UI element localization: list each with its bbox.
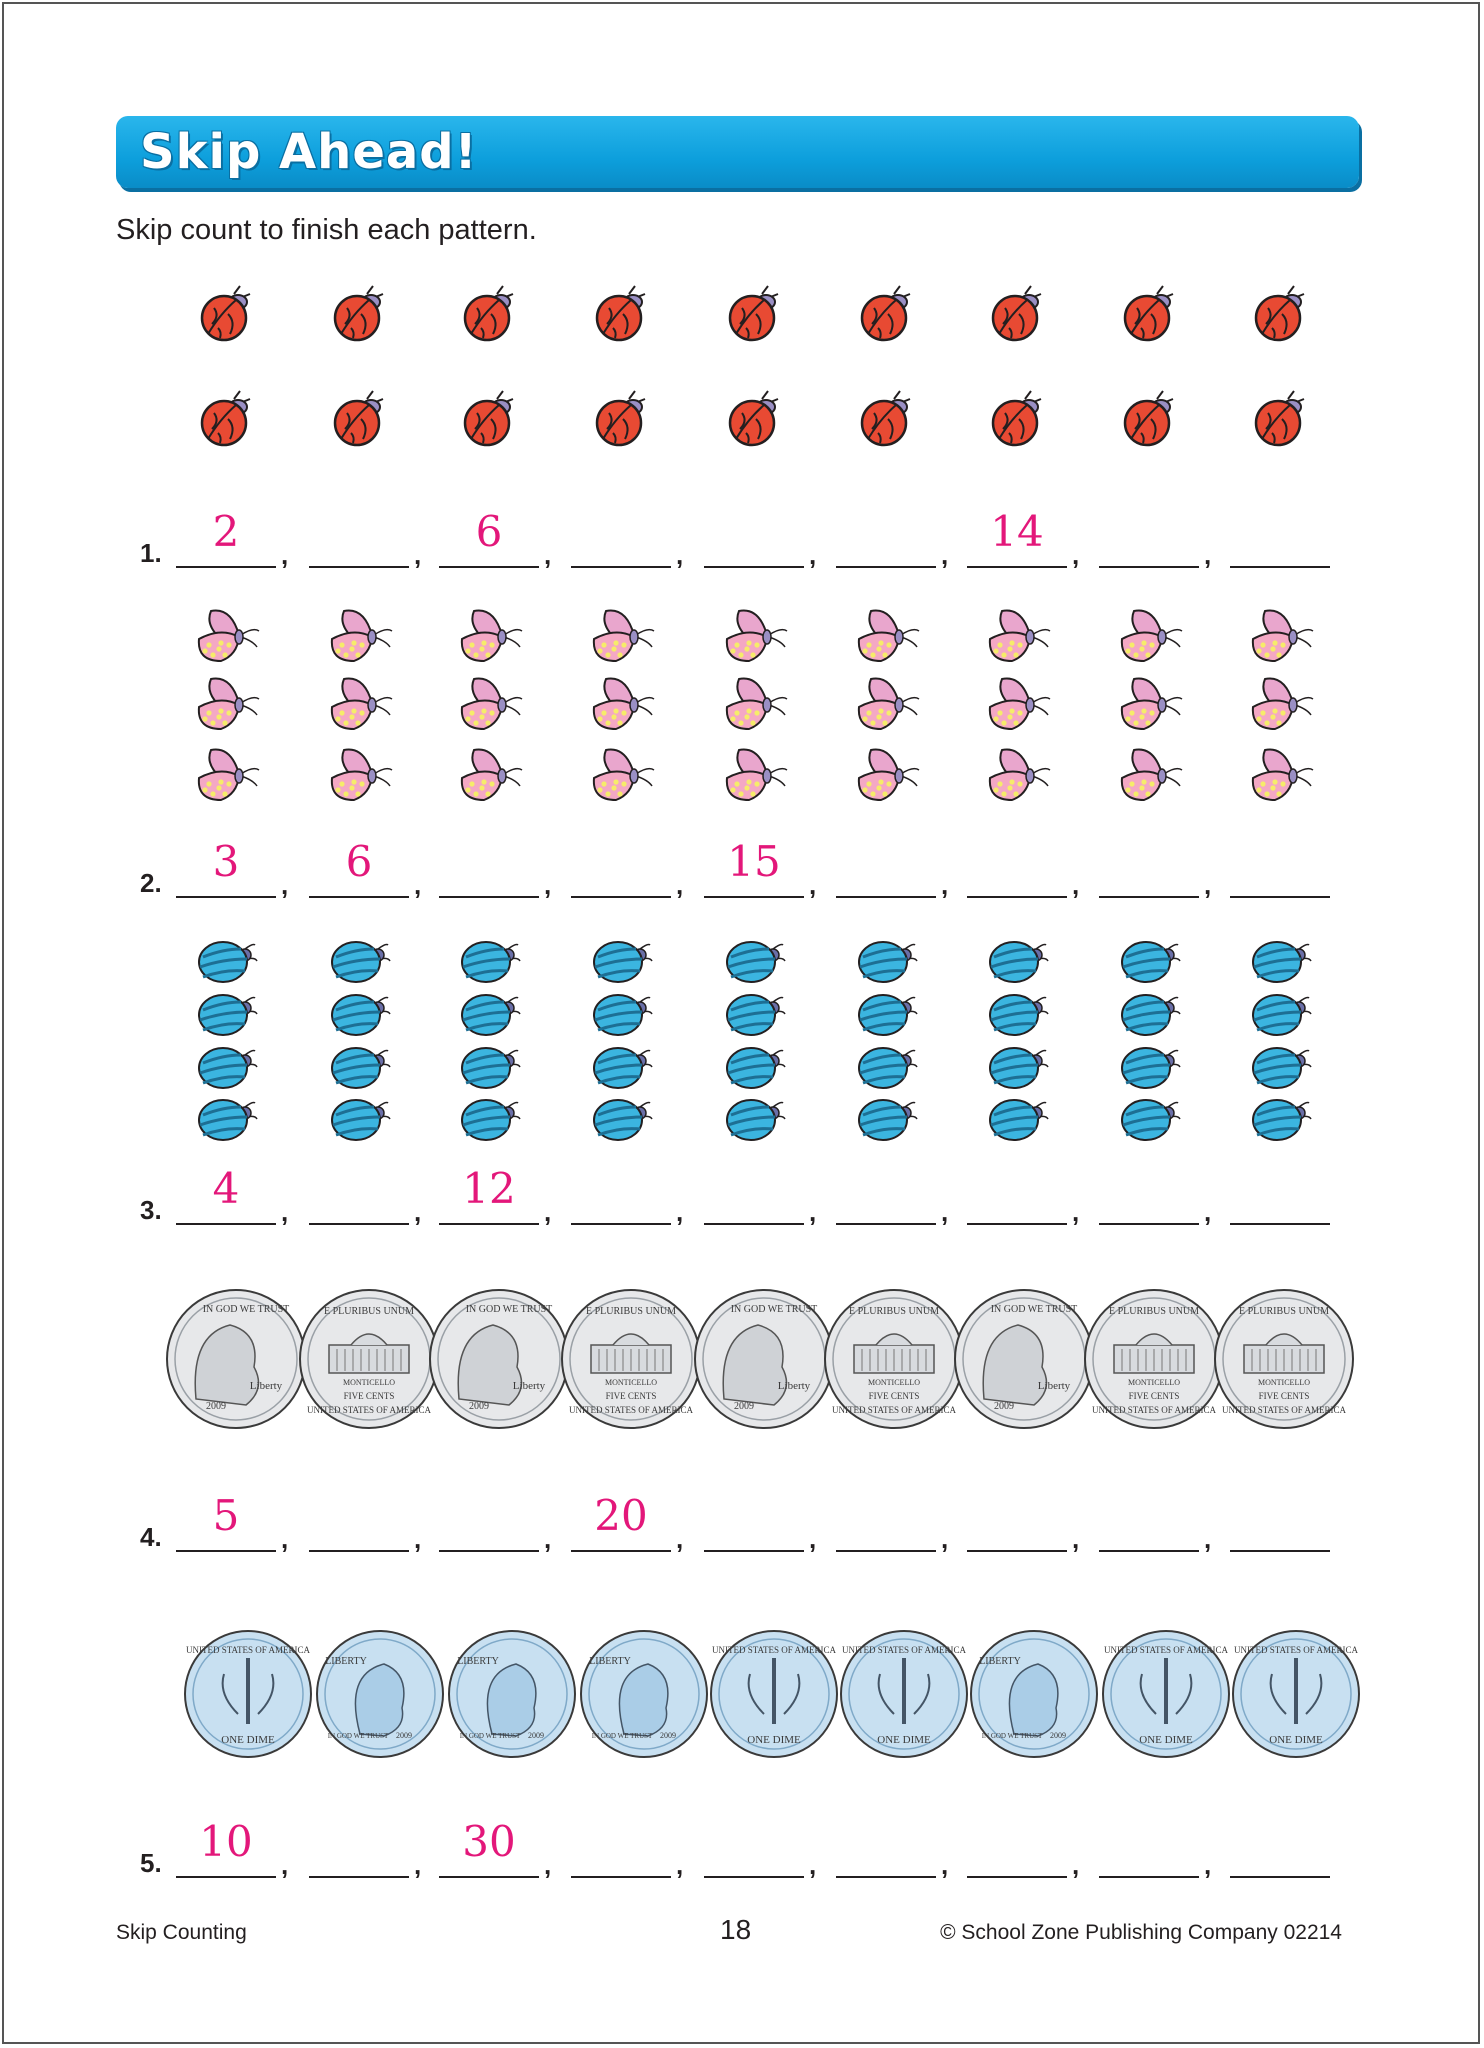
svg-text:IN GOD WE TRUST: IN GOD WE TRUST bbox=[327, 1732, 389, 1740]
butterfly-icon bbox=[719, 744, 789, 806]
answer-blank[interactable] bbox=[1099, 1161, 1199, 1225]
answer-blank[interactable] bbox=[1099, 1488, 1199, 1552]
butterfly-icon bbox=[719, 673, 789, 735]
butterfly-icon bbox=[324, 673, 394, 735]
svg-text:MONTICELLO: MONTICELLO bbox=[605, 1378, 657, 1387]
nickel-front-icon bbox=[165, 1288, 307, 1430]
blue-beetle-icon bbox=[1118, 1045, 1180, 1089]
butterfly-icon bbox=[586, 605, 656, 667]
problem-number: 1. bbox=[140, 538, 162, 568]
answer-blank[interactable] bbox=[967, 1488, 1067, 1552]
separator-comma: , bbox=[414, 1850, 422, 1880]
svg-text:UNITED STATES OF AMERICA: UNITED STATES OF AMERICA bbox=[711, 1645, 837, 1655]
butterfly-icon bbox=[851, 744, 921, 806]
blue-beetle-icon bbox=[855, 939, 917, 983]
blue-beetle-icon bbox=[458, 1045, 520, 1089]
svg-text:LIBERTY: LIBERTY bbox=[325, 1656, 367, 1667]
svg-text:Liberty: Liberty bbox=[1037, 1380, 1071, 1392]
page-title: Skip Ahead! bbox=[140, 124, 478, 180]
blue-beetle-icon bbox=[328, 1097, 390, 1141]
separator-comma: , bbox=[809, 1524, 817, 1554]
svg-text:IN GOD WE TRUST: IN GOD WE TRUST bbox=[465, 1304, 553, 1315]
blue-beetle-icon bbox=[458, 939, 520, 983]
answer-blank[interactable]: 6 bbox=[309, 834, 409, 898]
separator-comma: , bbox=[414, 1197, 422, 1227]
svg-text:E PLURIBUS UNUM: E PLURIBUS UNUM bbox=[585, 1306, 677, 1317]
svg-text:IN GOD WE TRUST: IN GOD WE TRUST bbox=[202, 1304, 290, 1315]
separator-comma: , bbox=[414, 540, 422, 570]
separator-comma: , bbox=[1072, 870, 1080, 900]
answer-blank[interactable] bbox=[1230, 834, 1330, 898]
svg-text:UNITED STATES OF AMERICA: UNITED STATES OF AMERICA bbox=[841, 1645, 967, 1655]
ladybug-icon bbox=[1250, 284, 1310, 344]
svg-text:E PLURIBUS UNUM: E PLURIBUS UNUM bbox=[323, 1306, 415, 1317]
blue-beetle-icon bbox=[458, 992, 520, 1036]
answer-blank[interactable]: 4 bbox=[176, 1161, 276, 1225]
separator-comma: , bbox=[1072, 540, 1080, 570]
blue-beetle-icon bbox=[986, 1097, 1048, 1141]
separator-comma: , bbox=[281, 1524, 289, 1554]
svg-text:IN GOD WE TRUST: IN GOD WE TRUST bbox=[591, 1732, 653, 1740]
answer-blank[interactable] bbox=[309, 1488, 409, 1552]
svg-text:2009: 2009 bbox=[734, 1401, 754, 1412]
page-number: 18 bbox=[720, 1914, 752, 1945]
answer-blank[interactable] bbox=[836, 1814, 936, 1878]
nickel-front-icon bbox=[953, 1288, 1095, 1430]
answer-blank[interactable]: 3 bbox=[176, 834, 276, 898]
butterfly-icon bbox=[454, 673, 524, 735]
separator-comma: , bbox=[941, 1524, 949, 1554]
svg-text:ONE DIME: ONE DIME bbox=[747, 1734, 801, 1746]
separator-comma: , bbox=[1204, 1524, 1212, 1554]
svg-text:UNITED STATES OF AMERICA: UNITED STATES OF AMERICA bbox=[1221, 1405, 1347, 1415]
answer-blank[interactable]: 30 bbox=[439, 1814, 539, 1878]
answer-blank[interactable] bbox=[309, 1161, 409, 1225]
separator-comma: , bbox=[1204, 540, 1212, 570]
butterfly-icon bbox=[324, 605, 394, 667]
answer-blank[interactable]: 12 bbox=[439, 1161, 539, 1225]
svg-text:2009: 2009 bbox=[206, 1401, 226, 1412]
ladybug-icon bbox=[724, 389, 784, 449]
svg-text:MONTICELLO: MONTICELLO bbox=[343, 1378, 395, 1387]
worksheet-page bbox=[2, 2, 1480, 2044]
answer-blank[interactable] bbox=[704, 1161, 804, 1225]
ladybug-icon bbox=[329, 389, 389, 449]
answer-blank[interactable] bbox=[836, 504, 936, 568]
blue-beetle-icon bbox=[195, 1097, 257, 1141]
svg-text:IN GOD WE TRUST: IN GOD WE TRUST bbox=[990, 1304, 1078, 1315]
blue-beetle-icon bbox=[1249, 1045, 1311, 1089]
answer-blank[interactable] bbox=[1230, 504, 1330, 568]
problem-number: 3. bbox=[140, 1195, 162, 1225]
separator-comma: , bbox=[676, 1524, 684, 1554]
problem-number: 2. bbox=[140, 868, 162, 898]
svg-text:2009: 2009 bbox=[469, 1401, 489, 1412]
separator-comma: , bbox=[676, 870, 684, 900]
separator-comma: , bbox=[544, 540, 552, 570]
blue-beetle-icon bbox=[986, 1045, 1048, 1089]
svg-text:ONE DIME: ONE DIME bbox=[1269, 1734, 1323, 1746]
butterfly-icon bbox=[851, 673, 921, 735]
svg-text:UNITED STATES OF AMERICA: UNITED STATES OF AMERICA bbox=[306, 1405, 432, 1415]
svg-text:UNITED STATES OF AMERICA: UNITED STATES OF AMERICA bbox=[831, 1405, 957, 1415]
separator-comma: , bbox=[1072, 1197, 1080, 1227]
ladybug-icon bbox=[591, 284, 651, 344]
answer-blank[interactable] bbox=[571, 1161, 671, 1225]
instructions: Skip count to finish each pattern. bbox=[116, 214, 537, 246]
answer-blank[interactable] bbox=[571, 504, 671, 568]
ladybug-icon bbox=[1250, 389, 1310, 449]
separator-comma: , bbox=[941, 870, 949, 900]
separator-comma: , bbox=[1204, 1197, 1212, 1227]
footer-section: Skip Counting bbox=[116, 1921, 247, 1944]
footer-publisher: © School Zone Publishing Company 02214 bbox=[940, 1921, 1342, 1944]
svg-text:MONTICELLO: MONTICELLO bbox=[1258, 1378, 1310, 1387]
dime-back-icon bbox=[709, 1629, 839, 1759]
answer-blank[interactable] bbox=[1230, 1814, 1330, 1878]
dime-back-icon bbox=[183, 1629, 313, 1759]
separator-comma: , bbox=[1204, 870, 1212, 900]
ladybug-icon bbox=[987, 284, 1047, 344]
answer-blank[interactable]: 6 bbox=[439, 504, 539, 568]
separator-comma: , bbox=[281, 540, 289, 570]
answer-blank[interactable]: 2 bbox=[176, 504, 276, 568]
dime-back-icon bbox=[1101, 1629, 1231, 1759]
answer-blank[interactable] bbox=[439, 834, 539, 898]
answer-blank[interactable] bbox=[704, 504, 804, 568]
separator-comma: , bbox=[414, 870, 422, 900]
butterfly-icon bbox=[1245, 744, 1315, 806]
blue-beetle-icon bbox=[590, 1097, 652, 1141]
svg-text:FIVE CENTS: FIVE CENTS bbox=[605, 1391, 657, 1401]
separator-comma: , bbox=[809, 870, 817, 900]
ladybug-icon bbox=[459, 389, 519, 449]
blue-beetle-icon bbox=[855, 1097, 917, 1141]
butterfly-icon bbox=[982, 673, 1052, 735]
separator-comma: , bbox=[809, 1850, 817, 1880]
butterfly-icon bbox=[1114, 673, 1184, 735]
nickel-back-icon bbox=[560, 1288, 702, 1430]
dime-front-icon bbox=[315, 1629, 445, 1759]
answer-blank[interactable] bbox=[836, 1161, 936, 1225]
svg-text:E PLURIBUS UNUM: E PLURIBUS UNUM bbox=[1238, 1306, 1330, 1317]
svg-text:2009: 2009 bbox=[528, 1731, 544, 1740]
answer-blank[interactable] bbox=[439, 1488, 539, 1552]
ladybug-icon bbox=[459, 284, 519, 344]
nickel-back-icon bbox=[298, 1288, 440, 1430]
svg-text:FIVE CENTS: FIVE CENTS bbox=[1128, 1391, 1180, 1401]
svg-text:E PLURIBUS UNUM: E PLURIBUS UNUM bbox=[1108, 1306, 1200, 1317]
ladybug-icon bbox=[1119, 284, 1179, 344]
answer-blank[interactable]: 14 bbox=[967, 504, 1067, 568]
blue-beetle-icon bbox=[723, 992, 785, 1036]
ladybug-icon bbox=[329, 284, 389, 344]
blue-beetle-icon bbox=[1249, 1097, 1311, 1141]
svg-text:E PLURIBUS UNUM: E PLURIBUS UNUM bbox=[848, 1306, 940, 1317]
separator-comma: , bbox=[1072, 1850, 1080, 1880]
svg-text:UNITED STATES OF AMERICA: UNITED STATES OF AMERICA bbox=[1091, 1405, 1217, 1415]
answer-blank[interactable] bbox=[704, 1814, 804, 1878]
separator-comma: , bbox=[941, 540, 949, 570]
butterfly-icon bbox=[719, 605, 789, 667]
svg-text:IN GOD WE TRUST: IN GOD WE TRUST bbox=[459, 1732, 521, 1740]
svg-text:IN GOD WE TRUST: IN GOD WE TRUST bbox=[730, 1304, 818, 1315]
separator-comma: , bbox=[941, 1850, 949, 1880]
separator-comma: , bbox=[809, 540, 817, 570]
nickel-back-icon bbox=[1213, 1288, 1355, 1430]
blue-beetle-icon bbox=[328, 1045, 390, 1089]
svg-text:ONE DIME: ONE DIME bbox=[1139, 1734, 1193, 1746]
answer-blank[interactable] bbox=[836, 834, 936, 898]
blue-beetle-icon bbox=[1118, 1097, 1180, 1141]
svg-text:2009: 2009 bbox=[396, 1731, 412, 1740]
answer-blank[interactable] bbox=[1230, 1488, 1330, 1552]
butterfly-icon bbox=[982, 744, 1052, 806]
answer-blank[interactable]: 20 bbox=[571, 1488, 671, 1552]
blue-beetle-icon bbox=[195, 939, 257, 983]
title-banner bbox=[116, 116, 1359, 188]
separator-comma: , bbox=[1072, 1524, 1080, 1554]
blue-beetle-icon bbox=[328, 992, 390, 1036]
blue-beetle-icon bbox=[723, 939, 785, 983]
problem-number: 4. bbox=[140, 1522, 162, 1552]
separator-comma: , bbox=[1204, 1850, 1212, 1880]
separator-comma: , bbox=[676, 1850, 684, 1880]
butterfly-icon bbox=[191, 744, 261, 806]
butterfly-icon bbox=[454, 744, 524, 806]
blue-beetle-icon bbox=[590, 1045, 652, 1089]
answer-blank[interactable] bbox=[967, 834, 1067, 898]
answer-blank[interactable] bbox=[309, 1814, 409, 1878]
separator-comma: , bbox=[544, 1197, 552, 1227]
ladybug-icon bbox=[987, 389, 1047, 449]
butterfly-icon bbox=[982, 605, 1052, 667]
blue-beetle-icon bbox=[1118, 992, 1180, 1036]
blue-beetle-icon bbox=[723, 1097, 785, 1141]
answer-blank[interactable]: 5 bbox=[176, 1488, 276, 1552]
answer-blank[interactable]: 10 bbox=[176, 1814, 276, 1878]
separator-comma: , bbox=[676, 1197, 684, 1227]
blue-beetle-icon bbox=[855, 1045, 917, 1089]
separator-comma: , bbox=[941, 1197, 949, 1227]
butterfly-icon bbox=[324, 744, 394, 806]
separator-comma: , bbox=[676, 540, 684, 570]
butterfly-icon bbox=[1114, 744, 1184, 806]
svg-text:UNITED STATES OF AMERICA: UNITED STATES OF AMERICA bbox=[568, 1405, 694, 1415]
answer-blank[interactable] bbox=[1230, 1161, 1330, 1225]
ladybug-icon bbox=[196, 284, 256, 344]
separator-comma: , bbox=[281, 1850, 289, 1880]
separator-comma: , bbox=[544, 1850, 552, 1880]
dime-front-icon bbox=[447, 1629, 577, 1759]
separator-comma: , bbox=[414, 1524, 422, 1554]
butterfly-icon bbox=[1245, 605, 1315, 667]
nickel-back-icon bbox=[823, 1288, 965, 1430]
blue-beetle-icon bbox=[1249, 939, 1311, 983]
dime-back-icon bbox=[839, 1629, 969, 1759]
ladybug-icon bbox=[196, 389, 256, 449]
answer-blank[interactable] bbox=[571, 1814, 671, 1878]
blue-beetle-icon bbox=[590, 939, 652, 983]
answer-blank[interactable] bbox=[1099, 834, 1199, 898]
blue-beetle-icon bbox=[328, 939, 390, 983]
svg-text:MONTICELLO: MONTICELLO bbox=[1128, 1378, 1180, 1387]
blue-beetle-icon bbox=[195, 992, 257, 1036]
answer-blank[interactable] bbox=[309, 504, 409, 568]
ladybug-icon bbox=[856, 389, 916, 449]
answer-blank[interactable]: 15 bbox=[704, 834, 804, 898]
blue-beetle-icon bbox=[1249, 992, 1311, 1036]
ladybug-icon bbox=[724, 284, 784, 344]
problem-number: 5. bbox=[140, 1848, 162, 1878]
blue-beetle-icon bbox=[1118, 939, 1180, 983]
blue-beetle-icon bbox=[986, 992, 1048, 1036]
blue-beetle-icon bbox=[986, 939, 1048, 983]
butterfly-icon bbox=[191, 605, 261, 667]
svg-text:Liberty: Liberty bbox=[512, 1380, 546, 1392]
svg-text:LIBERTY: LIBERTY bbox=[457, 1656, 499, 1667]
ladybug-icon bbox=[591, 389, 651, 449]
nickel-back-icon bbox=[1083, 1288, 1225, 1430]
ladybug-icon bbox=[1119, 389, 1179, 449]
blue-beetle-icon bbox=[458, 1097, 520, 1141]
butterfly-icon bbox=[454, 605, 524, 667]
answer-blank[interactable] bbox=[1099, 504, 1199, 568]
dime-back-icon bbox=[1231, 1629, 1361, 1759]
svg-text:LIBERTY: LIBERTY bbox=[979, 1656, 1021, 1667]
svg-text:FIVE CENTS: FIVE CENTS bbox=[343, 1391, 395, 1401]
svg-text:2009: 2009 bbox=[994, 1401, 1014, 1412]
answer-blank[interactable] bbox=[836, 1488, 936, 1552]
svg-text:Liberty: Liberty bbox=[777, 1380, 811, 1392]
separator-comma: , bbox=[809, 1197, 817, 1227]
dime-front-icon bbox=[969, 1629, 1099, 1759]
answer-blank[interactable] bbox=[571, 834, 671, 898]
butterfly-icon bbox=[851, 605, 921, 667]
svg-text:ONE DIME: ONE DIME bbox=[877, 1734, 931, 1746]
blue-beetle-icon bbox=[195, 1045, 257, 1089]
svg-text:MONTICELLO: MONTICELLO bbox=[868, 1378, 920, 1387]
svg-text:FIVE CENTS: FIVE CENTS bbox=[1258, 1391, 1310, 1401]
answer-blank[interactable] bbox=[704, 1488, 804, 1552]
svg-text:UNITED STATES OF AMERICA: UNITED STATES OF AMERICA bbox=[1233, 1645, 1359, 1655]
svg-text:Liberty: Liberty bbox=[249, 1380, 283, 1392]
svg-text:LIBERTY: LIBERTY bbox=[589, 1656, 631, 1667]
butterfly-icon bbox=[1114, 605, 1184, 667]
butterfly-icon bbox=[586, 744, 656, 806]
nickel-front-icon bbox=[428, 1288, 570, 1430]
svg-text:UNITED STATES OF AMERICA: UNITED STATES OF AMERICA bbox=[1103, 1645, 1229, 1655]
separator-comma: , bbox=[281, 1197, 289, 1227]
ladybug-icon bbox=[856, 284, 916, 344]
nickel-front-icon bbox=[693, 1288, 835, 1430]
svg-text:FIVE CENTS: FIVE CENTS bbox=[868, 1391, 920, 1401]
separator-comma: , bbox=[544, 870, 552, 900]
separator-comma: , bbox=[544, 1524, 552, 1554]
svg-text:UNITED STATES OF AMERICA: UNITED STATES OF AMERICA bbox=[185, 1645, 311, 1655]
answer-blank[interactable] bbox=[967, 1161, 1067, 1225]
svg-text:IN GOD WE TRUST: IN GOD WE TRUST bbox=[981, 1732, 1043, 1740]
svg-text:ONE DIME: ONE DIME bbox=[221, 1734, 275, 1746]
dime-front-icon bbox=[579, 1629, 709, 1759]
separator-comma: , bbox=[281, 870, 289, 900]
blue-beetle-icon bbox=[590, 992, 652, 1036]
svg-text:2009: 2009 bbox=[1050, 1731, 1066, 1740]
svg-text:2009: 2009 bbox=[660, 1731, 676, 1740]
butterfly-icon bbox=[191, 673, 261, 735]
butterfly-icon bbox=[586, 673, 656, 735]
blue-beetle-icon bbox=[855, 992, 917, 1036]
answer-blank[interactable] bbox=[1099, 1814, 1199, 1878]
blue-beetle-icon bbox=[723, 1045, 785, 1089]
butterfly-icon bbox=[1245, 673, 1315, 735]
answer-blank[interactable] bbox=[967, 1814, 1067, 1878]
